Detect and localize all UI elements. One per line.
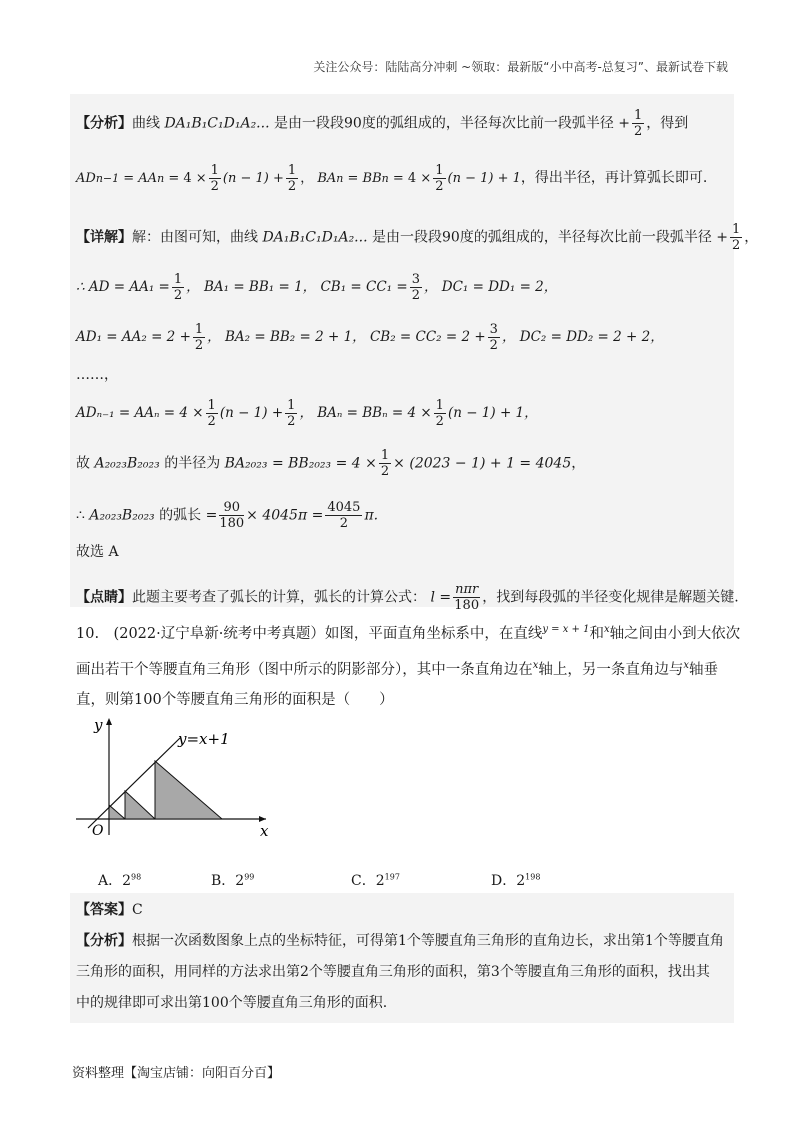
detail-line-7 <box>76 500 378 531</box>
plus-sign: + <box>716 229 729 246</box>
formula-part: (n − 1) + 1 <box>447 171 521 186</box>
triangle-2 <box>125 791 155 819</box>
analysis2-text: 个等腰直角 <box>653 933 724 949</box>
analysis-text: 是由一段段90度的弧组成的，半径每次比前一段弧半径 <box>274 115 614 132</box>
analysis-tag: 【分析】 <box>76 115 132 132</box>
formula-part: BA <box>317 171 337 186</box>
subscript: n <box>157 172 165 185</box>
formula-part: AD <box>76 171 96 186</box>
page-footer: 资料整理【淘宝店铺：向阳百分百】 <box>72 1066 281 1081</box>
detail-line-5 <box>76 398 538 429</box>
option-a[interactable]: A．$2^{98}$ <box>98 872 142 889</box>
analysis-text: ，得到 <box>646 115 689 132</box>
x-symbol: x <box>532 660 539 671</box>
number: 3 <box>490 964 500 980</box>
fraction-half: $\frac{1}{2}$ <box>634 108 643 139</box>
option-b[interactable]: B．$2^{99}$ <box>211 872 255 889</box>
formula-part: (n − 1) + <box>222 171 284 186</box>
page-header: 关注公众号：陆陆高分冲刺 ~领取：最新版“小中高考-总复习”、最新试卷下载 <box>313 60 728 74</box>
formula-part: ， DC₂ = DD₂ = 2 + 2， <box>501 329 664 345</box>
formula-part: π. <box>364 507 379 524</box>
question-text: 直，则第 <box>76 692 134 708</box>
detail-text: 解：由图可知，曲线 <box>132 229 258 246</box>
detail-line-4: ……， <box>76 367 118 383</box>
question-text: 轴之间由小到大依次 <box>609 625 741 642</box>
formula-part: = AA <box>123 171 158 186</box>
line-equation: y = x + 1 <box>542 624 590 635</box>
detail-text: 故 <box>76 455 90 472</box>
triangle-1 <box>109 805 125 819</box>
number: 2 <box>300 964 309 980</box>
analysis2-line-3 <box>76 993 387 1013</box>
detail-tag: 【详解】 <box>76 229 132 246</box>
analysis2-text: 中的规律即可求出第 <box>76 995 202 1011</box>
analysis2-text: 个等腰直角三角形的直角边长，求出第 <box>406 933 645 949</box>
answer-tag: 【答案】 <box>76 902 132 918</box>
therefore-symbol: ∴ <box>76 507 85 524</box>
fraction-half: $\frac{1}{2}$ <box>210 163 219 194</box>
line-label: y=x+1 <box>178 730 230 748</box>
formula-part: = 4 × <box>168 171 207 186</box>
number: 1 <box>644 933 654 949</box>
formula-part: ， DC₁ = DD₁ = 2， <box>423 279 558 295</box>
question-number: 100 <box>134 692 162 708</box>
detail-line-8: 故选 A <box>76 544 119 560</box>
question-text: 画出若干个等腰直角三角形（图中所示的阴影部分），其中一条直角边在 <box>76 661 533 678</box>
curve-name: DA₁B₁C₁D₁A₂... <box>164 115 270 132</box>
formula-part: (n − 1) + <box>219 405 284 421</box>
detail-text: 的半径为 <box>164 455 221 472</box>
analysis-text: ，得出半径，再计算弧长即可. <box>520 170 708 186</box>
x-symbol: x <box>683 660 690 671</box>
question-line-1 <box>76 620 740 644</box>
fraction-4045-2: $\frac{4045}{2}$ <box>327 500 361 531</box>
formula-part: ， BA₁ = BB₁ = 1， CB₁ = CC₁ = <box>186 279 408 295</box>
detail-line-2 <box>76 272 557 303</box>
detail-line-6 <box>76 448 585 479</box>
fraction-half: $\frac{1}{2}$ <box>732 222 741 253</box>
question-text: 个等腰直角三角形的面积是（ ） <box>161 692 394 708</box>
formula-part: ADₙ₋₁ = AAₙ = 4 × <box>76 405 204 421</box>
origin-label: O <box>92 823 104 839</box>
triangle-3 <box>155 761 222 819</box>
punctuation: ， <box>571 455 586 472</box>
plus-sign: + <box>618 115 631 132</box>
fraction-half: $\frac{1}{2}$ <box>435 163 444 194</box>
question-text: 10. (2022·辽宁阜新·统考中考真题）如图，平面直角坐标系中，在直线 <box>76 625 543 642</box>
analysis2-text: 个等腰直角三角形的面积，第 <box>308 964 491 980</box>
fraction-three-halves: $\frac{3}{2}$ <box>411 272 420 303</box>
analysis-line-1 <box>76 108 688 139</box>
detail-text: 是由一段段90度的弧组成的，半径每次比前一段弧半径 <box>372 229 712 246</box>
arc-name: A₂₀₂₃B₂₀₂₃ <box>89 507 155 524</box>
subscript: n−1 <box>95 172 120 185</box>
x-axis-label: x <box>260 822 269 840</box>
analysis-line-2: ADn−1 = AAn = 4 × $\frac{1}{2}$ (n − 1) + $\frac{1}{2}$ ， BAn = BBn = 4 × $\frac{1}{2}$ (n − 1) + 1，得出半径，再计算弧长即可. <box>76 163 708 194</box>
y-axis-label: y <box>94 716 103 734</box>
fraction-half: $\frac{1}{2}$ <box>380 448 390 479</box>
analysis2-text: 个等腰直角三角形的面积. <box>228 995 388 1011</box>
number: 100 <box>202 995 229 1011</box>
formula-part: (n − 1) + 1， <box>447 405 538 421</box>
fraction-half: $\frac{1}{2}$ <box>287 398 296 429</box>
option-d[interactable]: D．$2^{198}$ <box>491 872 541 889</box>
subscript: n <box>336 172 344 185</box>
coordinate-figure <box>70 710 290 850</box>
formula-part: l = <box>430 589 452 606</box>
fraction-90-180: $\frac{90}{180}$ <box>219 500 245 531</box>
option-c[interactable]: C．$2^{197}$ <box>351 872 400 889</box>
detail-line-3 <box>76 322 664 353</box>
question-text: 轴上，另一条直角边与 <box>538 661 684 678</box>
x-symbol: x <box>603 624 610 635</box>
detail-line-1: 【详解】解：由图可知，曲线 DA₁B₁C₁D₁A₂... 是由一段段90度的弧组成的，半径每次比前一段弧半径 + $\frac{1}{2}$ ， <box>76 222 759 253</box>
analysis2-text: 三角形的面积，用同样的方法求出第 <box>76 964 300 980</box>
formula-part: AD₁ = AA₂ = 2 + <box>76 329 191 345</box>
fraction-half: $\frac{1}{2}$ <box>194 322 204 353</box>
analysis-text: 曲线 <box>132 115 160 132</box>
answer-line <box>76 901 143 919</box>
y-axis-arrow <box>106 718 112 725</box>
detail-text: 的弧长 = <box>159 507 218 524</box>
question-line-3 <box>76 690 394 710</box>
fraction-half: $\frac{1}{2}$ <box>173 272 183 303</box>
formula-part: BA₂₀₂₃ = BB₂₀₂₃ = 4 × <box>224 455 377 472</box>
formula-part: × 4045π = <box>246 507 324 524</box>
formula-part: ∴ AD = AA₁ = <box>76 279 170 295</box>
fraction-half: $\frac{1}{2}$ <box>207 398 216 429</box>
question-text: 轴垂 <box>689 661 719 678</box>
formula-part: = BB <box>347 171 382 186</box>
question-line-2 <box>76 656 718 680</box>
arc-length-fraction: $\frac{\text{nπr}}{180}$ <box>454 582 480 613</box>
analysis2-line-2 <box>76 962 710 982</box>
comment-text: ，找到每段弧的半径变化规律是解题关键. <box>482 589 739 606</box>
formula-part: ， BAₙ = BBₙ = 4 × <box>299 405 432 421</box>
number: 1 <box>398 933 407 949</box>
formula-part: ， BA₂ = BB₂ = 2 + 1， CB₂ = CC₂ = 2 + <box>207 329 486 345</box>
comment-line <box>76 582 739 613</box>
comment-text: 此题主要考查了弧长的计算，弧长的计算公式： <box>132 589 426 606</box>
analysis2-text: 个等腰直角三角形的面积，找出其 <box>499 964 710 980</box>
curve-name: DA₁B₁C₁D₁A₂... <box>262 229 368 246</box>
fraction-half: $\frac{1}{2}$ <box>287 163 297 194</box>
fraction-half: $\frac{1}{2}$ <box>435 398 444 429</box>
comment-tag: 【点睛】 <box>76 589 132 606</box>
subscript: n <box>381 172 389 185</box>
analysis2-tag: 【分析】 <box>76 933 132 949</box>
analysis2-text: 根据一次函数图象上点的坐标特征，可得第 <box>132 933 398 949</box>
formula-part: × (2023 − 1) + 1 = 4045 <box>393 455 572 472</box>
fraction-three-halves: $\frac{3}{2}$ <box>489 322 498 353</box>
formula-part: = 4 × <box>392 171 432 186</box>
answer-value: C <box>132 902 143 918</box>
question-text: 和 <box>589 625 604 642</box>
analysis2-line-1 <box>76 931 724 951</box>
arc-name: A₂₀₂₃B₂₀₂₃ <box>94 455 160 472</box>
